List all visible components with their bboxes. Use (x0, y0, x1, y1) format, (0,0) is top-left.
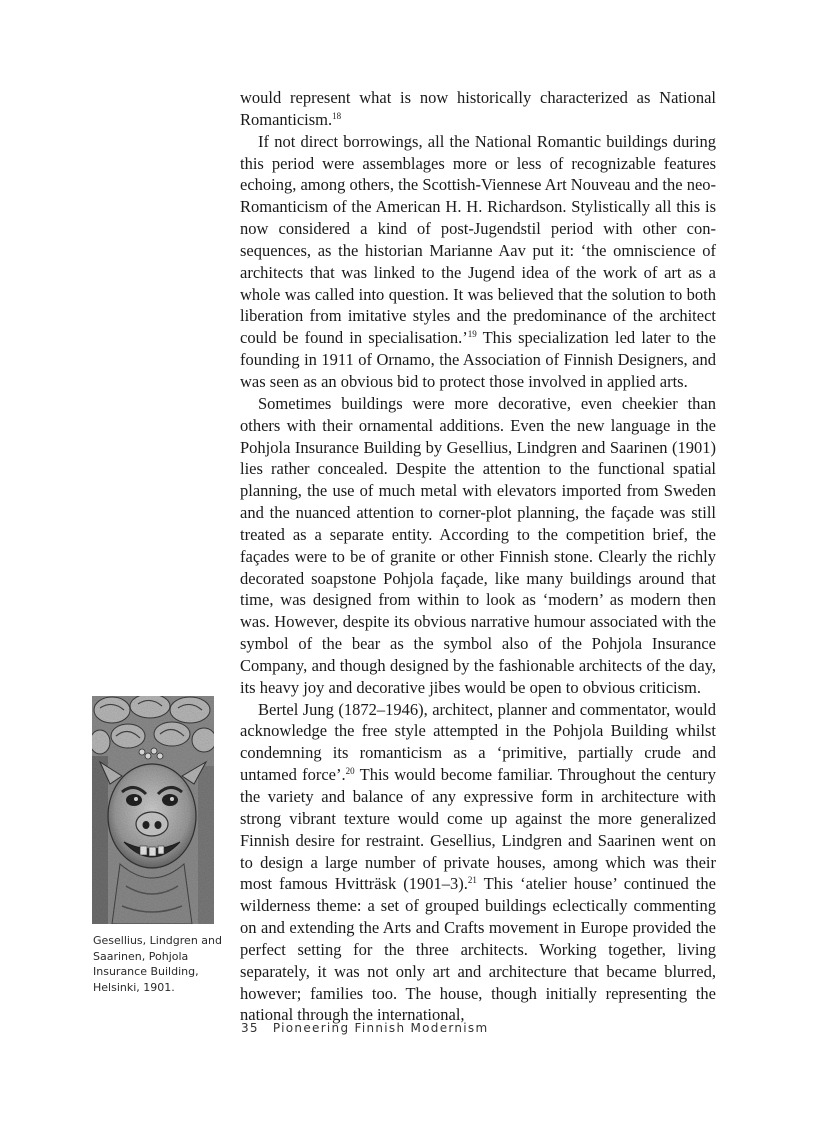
text-run: This specialization led later to the founding in 1911 of Ornamo, the Association of Finnish Designers, and was seen as an obvious bid to protect those involved in applied arts. (240, 328, 716, 391)
page-footer (241, 1021, 488, 1035)
text-run: This ‘atelier house’ continued the wilderness theme: a set of grouped buildings eclectically commenting on and extending the Arts and Crafts movement in Europe provided the perfect setting for the three architects. Working together, living separately, it was not only art and architecture that became blurred, however; families too. The house, though initially representing the national through the international, (240, 874, 716, 1025)
text-run: Bertel Jung (1872–1946), architect, planner and commentator, would acknowledge the free style attempted in the Pohjola Building whilst condemning its romanticism as a ‘primitive, partially crude and untamed force’. (240, 699, 716, 785)
paragraph (240, 393, 716, 699)
paragraph (240, 699, 716, 1027)
page-number: 35 (241, 1021, 259, 1035)
footnote-ref[interactable]: 21 (467, 875, 477, 886)
paragraph (240, 131, 716, 393)
running-title: Pioneering Finnish Modernism (272, 1021, 489, 1035)
footnote-ref[interactable]: 19 (467, 329, 477, 340)
text-run: This would become familiar. Throughout the century the variety and balance of any expressive form in architecture with strong vibrant texture would come up against the more generalized Finnish desire for restraint. Gesellius, Lindgren and Saarinen went on to design a large number of private houses, among which was their most famous Hvitträsk (1901–3). (240, 765, 716, 894)
footnote-ref[interactable]: 20 (345, 766, 355, 777)
pohjola-facade-photo (92, 696, 214, 924)
body-text (240, 87, 716, 1026)
footnote-ref[interactable]: 18 (332, 110, 342, 121)
paragraph (240, 87, 716, 131)
text-run: If not direct borrowings, all the National Romantic buildings during this period were assemblages more or less of recognizable features echoing, among others, the Scottish-Viennese Art Nouveau and the neo-Romanticism of the American H. H. Richardson. Stylistically all this is now considered a kind of post-Jugendstil period with other consequences, as the historian Marianne Aav put it: ‘the omniscience of architects that was linked to the Jugend idea of the work of art as a whole was called into question. It was believed that the solution to both liberation from imitative styles and the predominance of the architect could be found in specialisation.’ (240, 131, 717, 348)
text-run: would represent what is now historically characterized as National Romanticism. (240, 88, 716, 129)
grotesque-sculpture-image (92, 696, 214, 924)
text-run: Sometimes buildings were more decorative, even cheekier than others with their ornamental additions. Even the new language in the Pohjola Insurance Building by Gesellius, Lindgren and Saarinen (1901) lies rather concealed. Despite the attention to the functional spatial planning, the use of much metal with elevators imported from Sweden and the nuanced attention to corner-plot planning, the façade was still treated as a separate entity. According to the competition brief, the façades were to be of granite or other Finnish stone. Clearly the richly decorated soapstone Pohjola façade, like many buildings around that time, was designed from within to look as ‘modern’ as modern then was. However, despite its obvious narrative humour associated with the symbol of the bear as the symbol also of the Pohjola Insurance Company, and though designed by the fashionable architects of the day, its heavy joy and decorative jibes would be open to obvious criticism. (240, 393, 716, 697)
figure-caption: Gesellius, Lindgren and Saarinen, Pohjola Insurance Building, Helsinki, 1901. (93, 934, 222, 994)
